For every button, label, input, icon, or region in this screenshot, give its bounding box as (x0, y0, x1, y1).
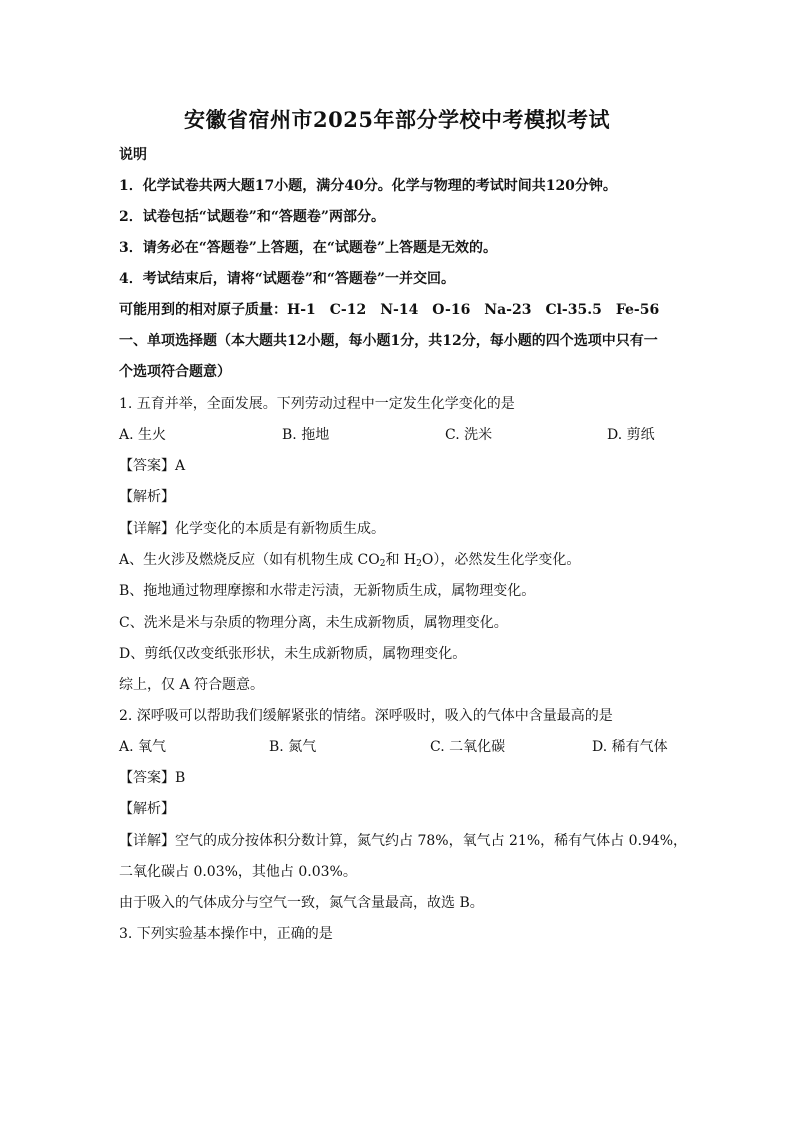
q1-explanation-d: D、剪纸仅改变纸张形状，未生成新物质，属物理变化。 (119, 646, 467, 662)
q1-explanation-b: B、拖地通过物理摩擦和水带走污渍，无新物质生成，属物理变化。 (119, 583, 536, 599)
question-2-stem: 2. 深呼吸可以帮助我们缓解紧张的情绪。深呼吸时，吸入的气体中含量最高的是 (119, 708, 613, 724)
co2-subscript: 2 (379, 559, 386, 569)
note-item-1: 1．化学试卷共两大题17小题，满分40分。化学与物理的考试时间共120分钟。 (119, 178, 617, 194)
note-item-3: 3．请务必在“答题卷”上答题，在“试题卷”上答题是无效的。 (119, 240, 497, 256)
q1-option-b: B. 拖地 (282, 427, 330, 443)
q2-summary: 由于吸入的气体成分与空气一致，氮气含量最高，故选 B。 (119, 895, 484, 911)
question-1-options (119, 426, 679, 444)
q1-answer: 【答案】A (119, 458, 186, 474)
q1-option-a: A. 生火 (119, 427, 167, 443)
q1-analysis-label: 【解析】 (119, 489, 175, 505)
q1-option-c: C. 洗米 (445, 427, 493, 443)
q1-explanation-a-post: O），必然发生化学变化。 (421, 552, 581, 568)
question-3-stem: 3. 下列实验基本操作中，正确的是 (119, 926, 333, 942)
q2-option-c: C. 二氧化碳 (430, 739, 506, 755)
q2-answer: 【答案】B (119, 770, 186, 786)
section-heading-cont: 个选项符合题意） (119, 364, 231, 380)
q2-analysis-label: 【解析】 (119, 801, 175, 817)
note-item-4: 4．考试结束后，请将“试题卷”和“答题卷”一并交回。 (119, 271, 455, 287)
notes-heading: 说明 (119, 147, 147, 163)
q1-option-d: D. 剪纸 (607, 427, 655, 443)
q2-option-a: A. 氧气 (119, 739, 167, 755)
question-2-options (119, 738, 679, 756)
q2-option-b: B. 氮气 (269, 739, 317, 755)
q1-explanation-c: C、洗米是米与杂质的物理分离，未生成新物质，属物理变化。 (119, 615, 508, 631)
q2-option-d: D. 稀有气体 (592, 739, 668, 755)
q2-detail: 【详解】空气的成分按体积分数计算，氮气约占 78%，氧气占 21%，稀有气体占 0.94%， (119, 833, 688, 849)
atomic-masses: 可能用到的相对原子质量：H-1 C-12 N-14 O-16 Na-23 Cl-35.5 Fe-56 (119, 302, 660, 318)
q1-detail: 【详解】化学变化的本质是有新物质生成。 (119, 521, 385, 537)
q1-explanation-a (119, 551, 580, 569)
q1-summary: 综上，仅 A 符合题意。 (119, 677, 265, 693)
q2-detail-cont: 二氧化碳占 0.03%，其他占 0.03%。 (119, 864, 357, 880)
q1-explanation-a-pre: A、生火涉及燃烧反应（如有机物生成 CO (119, 552, 380, 568)
question-1-stem: 1. 五育并举，全面发展。下列劳动过程中一定发生化学变化的是 (119, 396, 515, 412)
q1-explanation-a-mid: 和 H (385, 552, 417, 568)
section-heading: 一、单项选择题（本大题共12小题，每小题1分，共12分，每小题的四个选项中只有一 (119, 333, 658, 349)
h2o-subscript: 2 (416, 559, 422, 569)
page-title: 安徽省宿州市2025年部分学校中考模拟考试 (184, 107, 610, 132)
note-item-2: 2．试卷包括“试题卷”和“答题卷”两部分。 (119, 209, 385, 225)
